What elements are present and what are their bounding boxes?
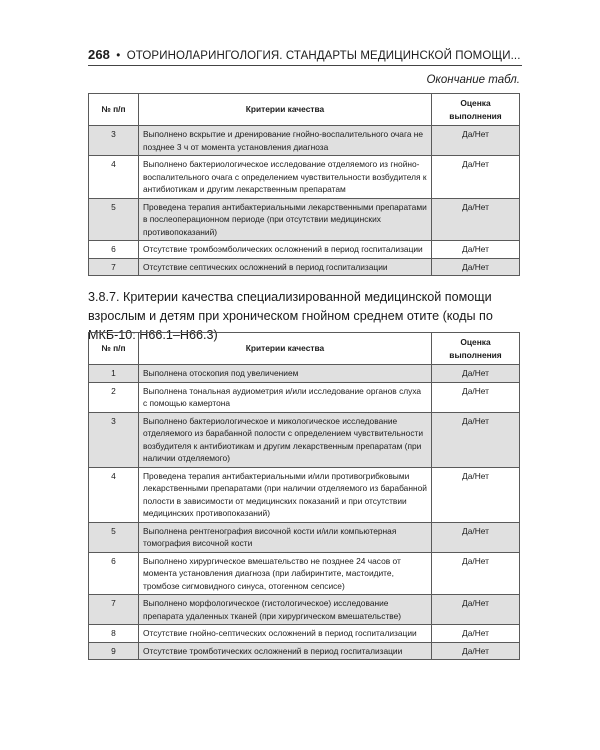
table-row	[89, 382, 520, 412]
table-row	[89, 412, 520, 467]
grade-cell: Да/Нет	[432, 642, 520, 660]
criterion-cell: Выполнена тональная аудиометрия и/или исследование органов слуха с помощью камертона	[139, 382, 432, 412]
table-row	[89, 126, 520, 156]
grade-cell: Да/Нет	[432, 365, 520, 383]
header-bullet: •	[116, 50, 121, 62]
table-row	[89, 467, 520, 522]
table-row	[89, 595, 520, 625]
criterion-cell: Выполнено хирургическое вмешательство не позднее 24 часов от момента установления диагноза (при лабиринтите, мастоидите, тромбозе сигмовидного синуса, отогенном сепсисе)	[139, 552, 432, 595]
grade-cell: Да/Нет	[432, 198, 520, 241]
row-number-cell: 7	[89, 258, 139, 276]
running-title: ОТОРИНОЛАРИНГОЛОГИЯ. СТАНДАРТЫ МЕДИЦИНСКОЙ ПОМОЩИ...	[126, 50, 521, 62]
row-number-cell: 8	[89, 625, 139, 643]
row-number-cell: 1	[89, 365, 139, 383]
table-row	[89, 522, 520, 552]
table-row	[89, 625, 520, 643]
row-number-cell: 7	[89, 595, 139, 625]
criterion-cell: Выполнена отоскопия под увеличением	[139, 365, 432, 383]
grade-cell: Да/Нет	[432, 382, 520, 412]
table-row	[89, 156, 520, 199]
table-header-row	[89, 333, 520, 365]
grade-cell: Да/Нет	[432, 241, 520, 259]
row-number-cell: 6	[89, 552, 139, 595]
table-continuation-note: Окончание табл.	[426, 74, 520, 86]
row-number-cell: 3	[89, 412, 139, 467]
row-number-cell: 5	[89, 522, 139, 552]
quality-criteria-table	[88, 332, 520, 660]
criterion-cell: Выполнено бактериологическое и микологическое исследование отделяемого из барабанной полости с определением чувствительности возбудителя к антибиотикам и другим лекарственным препаратам (при наличии отделяемого)	[139, 412, 432, 467]
row-number-cell: 3	[89, 126, 139, 156]
row-number-cell: 5	[89, 198, 139, 241]
criterion-cell: Выполнено вскрытие и дренирование гнойно-воспалительного очага не позднее 3 ч от момента установления диагноза	[139, 126, 432, 156]
quality-criteria-table-continued	[88, 93, 520, 276]
grade-cell: Да/Нет	[432, 522, 520, 552]
column-header-criterion: Критерии качества	[139, 94, 432, 126]
criterion-cell: Выполнено морфологическое (гистологическое) исследование препарата удаленных тканей (при хирургическом вмешательстве)	[139, 595, 432, 625]
grade-cell: Да/Нет	[432, 467, 520, 522]
criterion-cell: Проведена терапия антибактериальными лекарственными препаратами в послеоперационном периоде (при отсутствии медицинских противопоказаний)	[139, 198, 432, 241]
row-number-cell: 4	[89, 467, 139, 522]
table-row	[89, 642, 520, 660]
column-header-grade: Оценка выполнения	[432, 94, 520, 126]
header-rule	[88, 65, 522, 66]
grade-cell: Да/Нет	[432, 412, 520, 467]
grade-cell: Да/Нет	[432, 126, 520, 156]
column-header-number: № п/п	[89, 333, 139, 365]
grade-cell: Да/Нет	[432, 258, 520, 276]
row-number-cell: 6	[89, 241, 139, 259]
section-heading: 3.8.7. Критерии качества специализированной медицинской помощи взрослым и детям при хроническом гнойном среднем отите (коды по МКБ-10: H66.1–H66.3)	[88, 290, 493, 342]
table-row	[89, 552, 520, 595]
criterion-cell: Отсутствие септических осложнений в период госпитализации	[139, 258, 432, 276]
column-header-criterion: Критерии качества	[139, 333, 432, 365]
table-row	[89, 241, 520, 259]
grade-cell: Да/Нет	[432, 595, 520, 625]
column-header-grade: Оценка выполнения	[432, 333, 520, 365]
row-number-cell: 9	[89, 642, 139, 660]
criterion-cell: Отсутствие тромботических осложнений в период госпитализации	[139, 642, 432, 660]
table-row	[89, 258, 520, 276]
criterion-cell: Отсутствие тромбоэмболических осложнений в период госпитализации	[139, 241, 432, 259]
criterion-cell: Выполнено бактериологическое исследование отделяемого из гнойно-воспалительного очага с определением чувствительности возбудителя к антибиотикам и другим лекарственным препаратам	[139, 156, 432, 199]
criterion-cell: Выполнена рентгенография височной кости и/или компьютерная томография височной кости	[139, 522, 432, 552]
row-number-cell: 4	[89, 156, 139, 199]
table-header-row	[89, 94, 520, 126]
row-number-cell: 2	[89, 382, 139, 412]
table-row	[89, 198, 520, 241]
table-row	[89, 365, 520, 383]
criterion-cell: Проведена терапия антибактериальными и/или противогрибковыми лекарственными препаратами (при наличии отделяемого из барабанной полости в зависимости от медицинских показаний и при отсутствии медицинских противопоказаний)	[139, 467, 432, 522]
grade-cell: Да/Нет	[432, 625, 520, 643]
criterion-cell: Отсутствие гнойно-септических осложнений в период госпитализации	[139, 625, 432, 643]
grade-cell: Да/Нет	[432, 156, 520, 199]
running-header	[88, 47, 524, 62]
grade-cell: Да/Нет	[432, 552, 520, 595]
column-header-number: № п/п	[89, 94, 139, 126]
page-number: 268	[88, 47, 110, 62]
